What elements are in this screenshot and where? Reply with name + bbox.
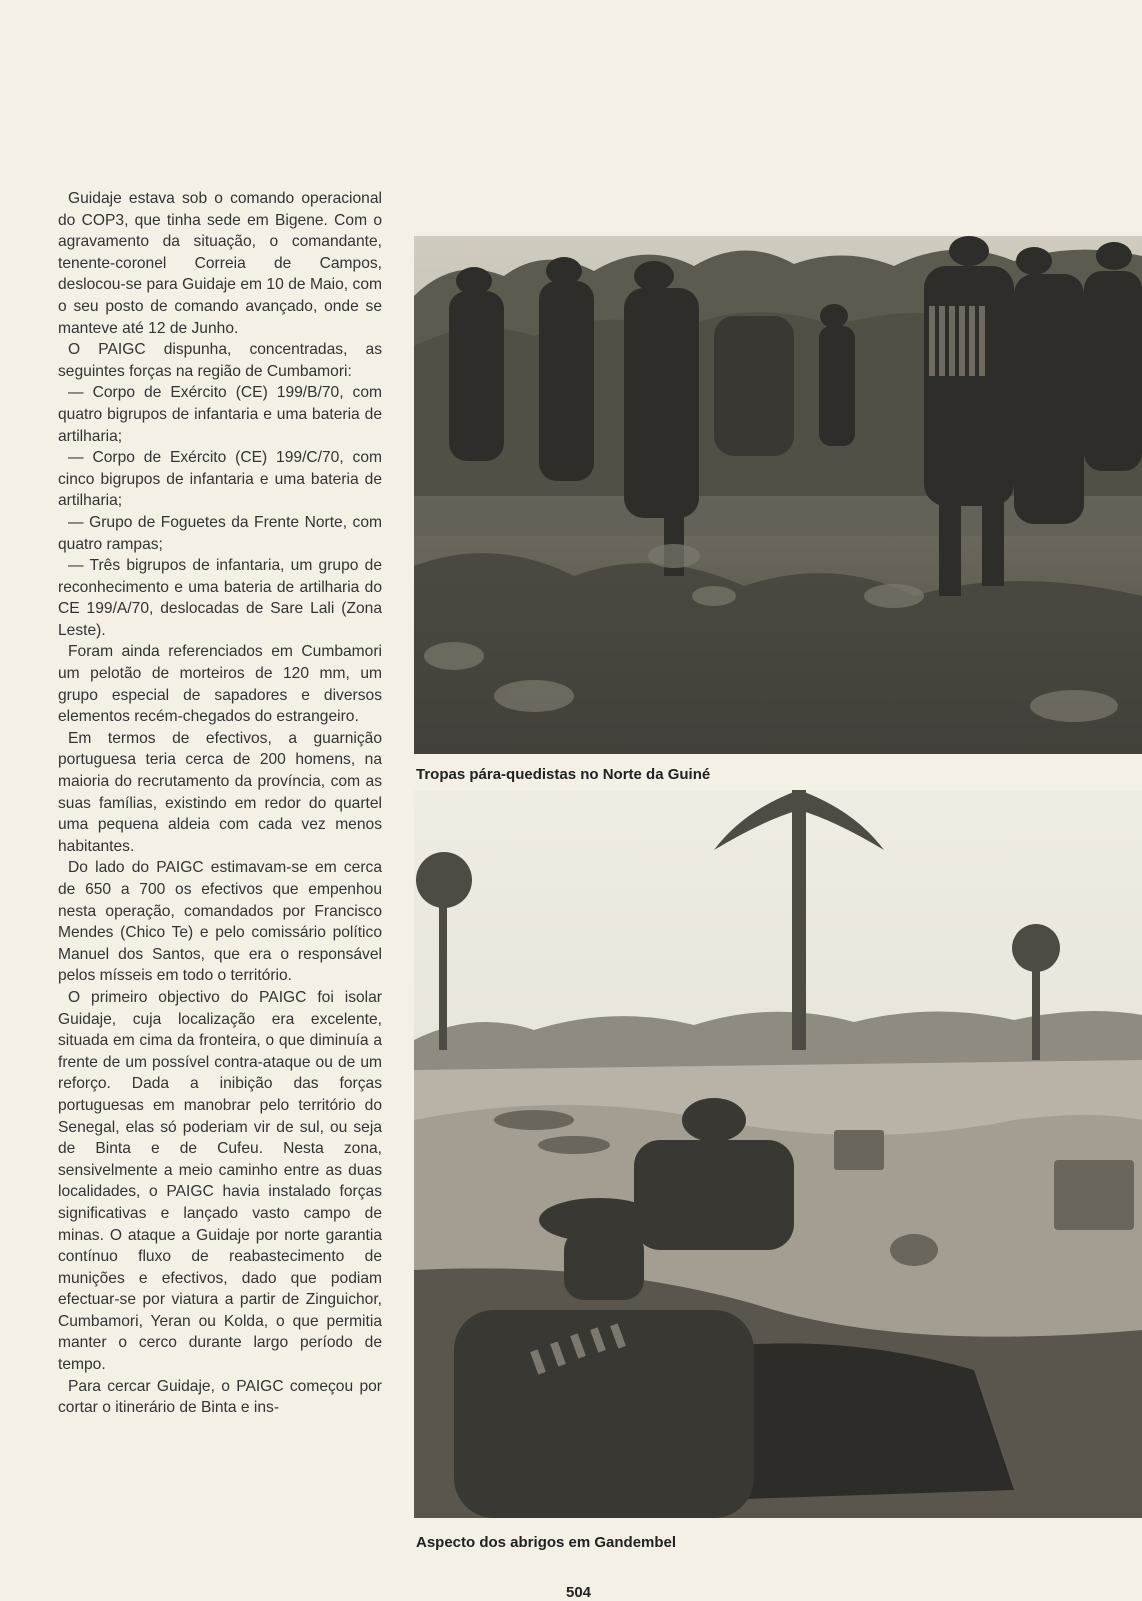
paratroopers-photo — [414, 236, 1142, 754]
paragraph-5: — Grupo de Foguetes da Frente Norte, com quatro rampas; — [58, 513, 382, 553]
paragraph-8: Em termos de efectivos, a guarnição portuguesa teria cerca de 200 homens, na maioria do recrutamento da província, com as suas famílias, existindo em redor do quartel uma pequena aldeia com cada vez menos habitantes. — [58, 729, 382, 855]
photo2-caption: Aspecto dos abrigos em Gandembel — [416, 1534, 677, 1551]
photo1-caption: Tropas pára-quedistas no Norte da Guiné — [416, 766, 711, 783]
paragraph-6: — Três bigrupos de infantaria, um grupo de reconhecimento e uma bateria de artilharia do CE 199/A/70, deslocadas de Sare Lali (Zona Leste). — [58, 557, 382, 639]
paragraph-9: Do lado do PAIGC estimavam-se em cerca de 650 a 700 os efectivos que empenhou nesta operação, comandados por Francisco Mendes (Chico Te) e pelo comissário político Manuel dos Santos, que era o responsável pelos mísseis em todo o território. — [58, 859, 382, 985]
article-text-column — [58, 188, 382, 1419]
paragraph-3: — Corpo de Exército (CE) 199/B/70, com quatro bigrupos de infantaria e uma bateria de artilharia; — [58, 384, 382, 445]
paragraph-7: Foram ainda referenciados em Cumbamori um pelotão de morteiros de 120 mm, um grupo especial de sapadores e diversos elementos recém-chegados do estrangeiro. — [58, 643, 382, 726]
paragraph-2: O PAIGC dispunha, concentradas, as seguintes forças na região de Cumbamori: — [58, 341, 382, 380]
paragraph-10: O primeiro objectivo do PAIGC foi isolar Guidaje, cuja localização era excelente, situada em cima da fronteira, o que diminuía a frente de um possível contra-ataque ou de um reforço. Dada a inibição das forças portuguesas em manobrar pelo território do Senegal, elas só poderiam vir de sul, ou seja de Binta e de Cufeu. Nesta zona, sensivelmente a meio caminho entre as duas localidades, o PAIGC havia instalado forças significativas e lançado vasto campo de minas. O ataque a Guidaje por norte garantia contínuo fluxo de reabastecimento de munições e efectivos, dado que podiam efectuar-se por viatura a partir de Zinguichor, Cumbamori, Yeran ou Kolda, o que permitia manter o cerco durante largo período de tempo. — [58, 988, 382, 1374]
shelters-photo — [414, 790, 1142, 1518]
paragraph-4: — Corpo de Exército (CE) 199/C/70, com cinco bigrupos de infantaria e uma bateria de artilharia; — [58, 449, 382, 510]
paragraph-1: Guidaje estava sob o comando operacional do COP3, que tinha sede em Bigene. Com o agravamento da situação, o comandante, tenente-coronel Correia de Campos, deslocou-se para Guidaje em 10 de Maio, com o seu posto de comando avançado, onde se manteve até 12 de Junho. — [58, 190, 382, 337]
page-number: 504 — [566, 1584, 592, 1601]
paragraph-11: Para cercar Guidaje, o PAIGC começou por cortar o itinerário de Binta e ins- — [58, 1377, 382, 1417]
